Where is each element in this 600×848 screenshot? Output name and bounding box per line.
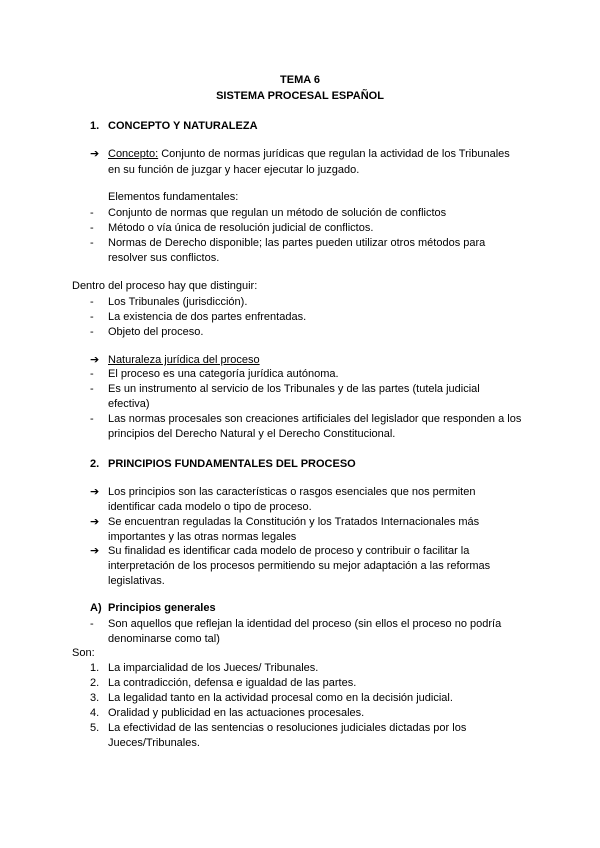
principios-arrow-1-line1: Los principios son las características o rasgos esenciales que nos permiten	[108, 486, 476, 498]
distinguir-item-2: La existencia de dos partes enfrentadas.	[108, 311, 307, 323]
principios-arrow-3-line1: Su finalidad es identificar cada modelo de proceso y contribuir o facilitar la	[108, 545, 470, 557]
naturaleza-item-3-line2: principios del Derecho Natural y el Derecho Constitucional.	[108, 428, 396, 440]
son-item-5-line1: La efectividad de las sentencias o resoluciones judiciales dictadas por los	[108, 722, 467, 734]
dash-bullet: -	[90, 222, 94, 234]
dash-bullet: -	[90, 207, 94, 219]
list-number: 5.	[90, 722, 100, 734]
principios-arrow-1-line2: identificar cada modelo o tipo de proceso.	[108, 501, 312, 513]
concepto-label: Concepto:	[108, 148, 159, 160]
concepto-line1	[108, 146, 510, 162]
section1-number: 1.	[90, 120, 100, 132]
dash-bullet: -	[90, 296, 94, 308]
naturaleza-label: Naturaleza jurídica del proceso	[108, 354, 260, 366]
elemento-item-1: Conjunto de normas que regulan un método de solución de conflictos	[108, 207, 447, 219]
principios-arrow-2-line2: importantes y las otras normas legales	[108, 531, 297, 543]
elemento-item-2: Método o vía única de resolución judicial de conflictos.	[108, 222, 374, 234]
principios-arrow-2-line1: Se encuentran reguladas la Constitución y los Tratados Internacionales más	[108, 516, 480, 528]
dash-bullet: -	[90, 383, 94, 395]
subsection-a-item-line1: Son aquellos que reflejan la identidad del proceso (sin ellos el proceso no podría	[108, 618, 502, 630]
arrow-bullet-icon: ➔	[90, 486, 100, 498]
son-item-3: La legalidad tanto en la actividad procesal como en la decisión judicial.	[108, 692, 453, 704]
naturaleza-item-3-line1: Las normas procesales son creaciones artificiales del legislador que responden a los	[108, 413, 522, 425]
arrow-bullet-icon: ➔	[90, 148, 100, 160]
arrow-bullet-icon: ➔	[90, 354, 100, 366]
elementos-intro: Elementos fundamentales:	[108, 191, 239, 203]
dash-bullet: -	[90, 368, 94, 380]
section2-number: 2.	[90, 458, 100, 470]
son-item-1: La imparcialidad de los Jueces/ Tribunales.	[108, 662, 319, 674]
son-intro: Son:	[72, 647, 95, 659]
dash-bullet: -	[90, 618, 94, 630]
son-item-5-line2: Jueces/Tribunales.	[108, 737, 200, 749]
arrow-bullet-icon: ➔	[90, 516, 100, 528]
naturaleza-item-2-line1: Es un instrumento al servicio de los Tribunales y de las partes (tutela judicial	[108, 383, 480, 395]
dash-bullet: -	[90, 311, 94, 323]
distinguir-item-1: Los Tribunales (jurisdicción).	[108, 296, 248, 308]
elemento-item-3-line1: Normas de Derecho disponible; las partes pueden utilizar otros métodos para	[108, 237, 486, 249]
subsection-a-heading: Principios generales	[108, 602, 216, 614]
naturaleza-item-1: El proceso es una categoría jurídica autónoma.	[108, 368, 339, 380]
list-number: 1.	[90, 662, 100, 674]
arrow-bullet-icon: ➔	[90, 545, 100, 557]
list-number: 2.	[90, 677, 100, 689]
son-item-2: La contradicción, defensa e igualdad de las partes.	[108, 677, 357, 689]
section2-heading: PRINCIPIOS FUNDAMENTALES DEL PROCESO	[108, 458, 356, 470]
list-number: 3.	[90, 692, 100, 704]
son-item-4: Oralidad y publicidad en las actuaciones procesales.	[108, 707, 365, 719]
principios-arrow-3-line2: interpretación de los procesos permitiendo su mejor adaptación a las reformas	[108, 560, 491, 572]
section1-heading: CONCEPTO Y NATURALEZA	[108, 120, 258, 132]
concepto-line2: en su función de juzgar y hacer ejecutar lo juzgado.	[108, 164, 360, 176]
dash-bullet: -	[90, 413, 94, 425]
principios-arrow-3-line3: legislativas.	[108, 575, 165, 587]
doc-subtitle: SISTEMA PROCESAL ESPAÑOL	[216, 90, 384, 102]
subsection-a-item-line2: denominarse como tal)	[108, 633, 220, 645]
dash-bullet: -	[90, 326, 94, 338]
concepto-text1: Conjunto de normas jurídicas que regulan la actividad de los Tribunales	[158, 148, 510, 160]
naturaleza-item-2-line2: efectiva)	[108, 398, 150, 410]
distinguir-item-3: Objeto del proceso.	[108, 326, 204, 338]
elemento-item-3-line2: resolver sus conflictos.	[108, 252, 220, 264]
list-number: 4.	[90, 707, 100, 719]
subsection-a-label: A)	[90, 602, 102, 614]
dash-bullet: -	[90, 237, 94, 249]
doc-title: TEMA 6	[280, 74, 320, 86]
distinguir-intro: Dentro del proceso hay que distinguir:	[72, 280, 258, 292]
